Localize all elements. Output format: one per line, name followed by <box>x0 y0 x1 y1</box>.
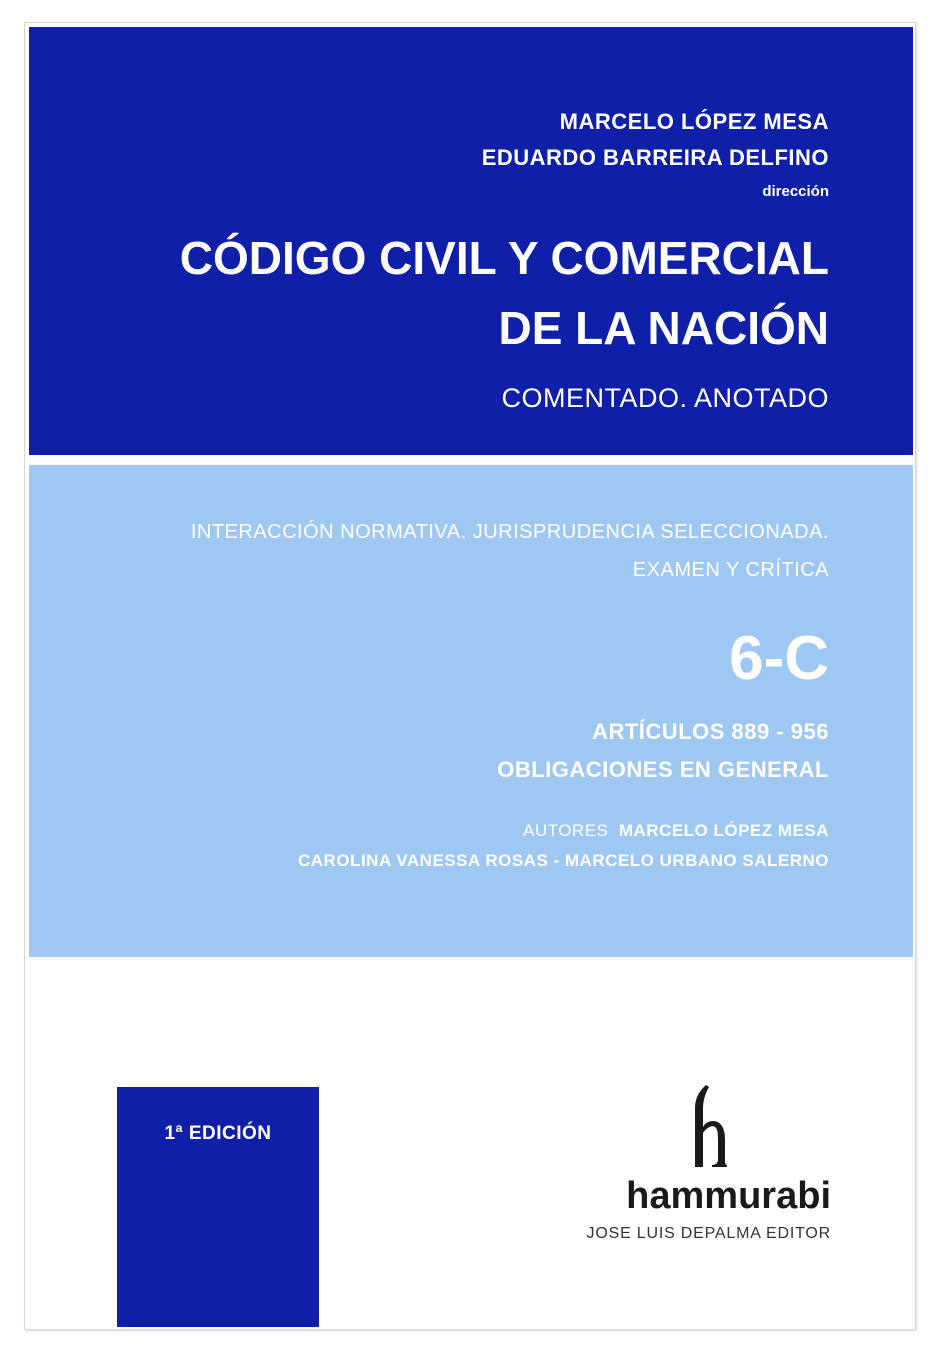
subtitle: COMENTADO. ANOTADO <box>501 383 829 413</box>
tagline-line-1: INTERACCIÓN NORMATIVA. JURISPRUDENCIA SELECCIONADA. <box>190 521 829 543</box>
edition-box <box>117 1087 319 1327</box>
publisher-subtitle: JOSE LUIS DEPALMA EDITOR <box>586 1225 831 1242</box>
edition-label: 1ª EDICIÓN <box>164 1123 272 1144</box>
direction-label: dirección <box>762 183 829 200</box>
top-blue-band <box>29 27 913 455</box>
publisher-name: hammurabi <box>626 1175 831 1217</box>
book-cover <box>24 22 916 1330</box>
director-name-2: EDUARDO BARREIRA DELFINO <box>481 145 829 170</box>
tagline-line-2: EXAMEN Y CRÍTICA <box>632 559 829 581</box>
light-blue-band <box>29 465 913 957</box>
volume-topic: OBLIGACIONES EN GENERAL <box>497 757 829 782</box>
title-line-2: DE LA NACIÓN <box>498 302 829 354</box>
authors-label: AUTORES <box>523 821 609 840</box>
director-name-1: MARCELO LÓPEZ MESA <box>559 109 829 134</box>
title-line-1: CÓDIGO CIVIL Y COMERCIAL <box>179 232 829 284</box>
authors-line-2: CAROLINA VANESSA ROSAS - MARCELO URBANO SALERNO <box>298 851 829 870</box>
author-name-1: MARCELO LÓPEZ MESA <box>618 821 829 840</box>
hammurabi-h-logo-icon <box>687 1083 727 1167</box>
articles-range: ARTÍCULOS 889 - 956 <box>592 719 829 744</box>
volume-number: 6-C <box>729 624 829 693</box>
authors-line-1 <box>523 821 829 841</box>
